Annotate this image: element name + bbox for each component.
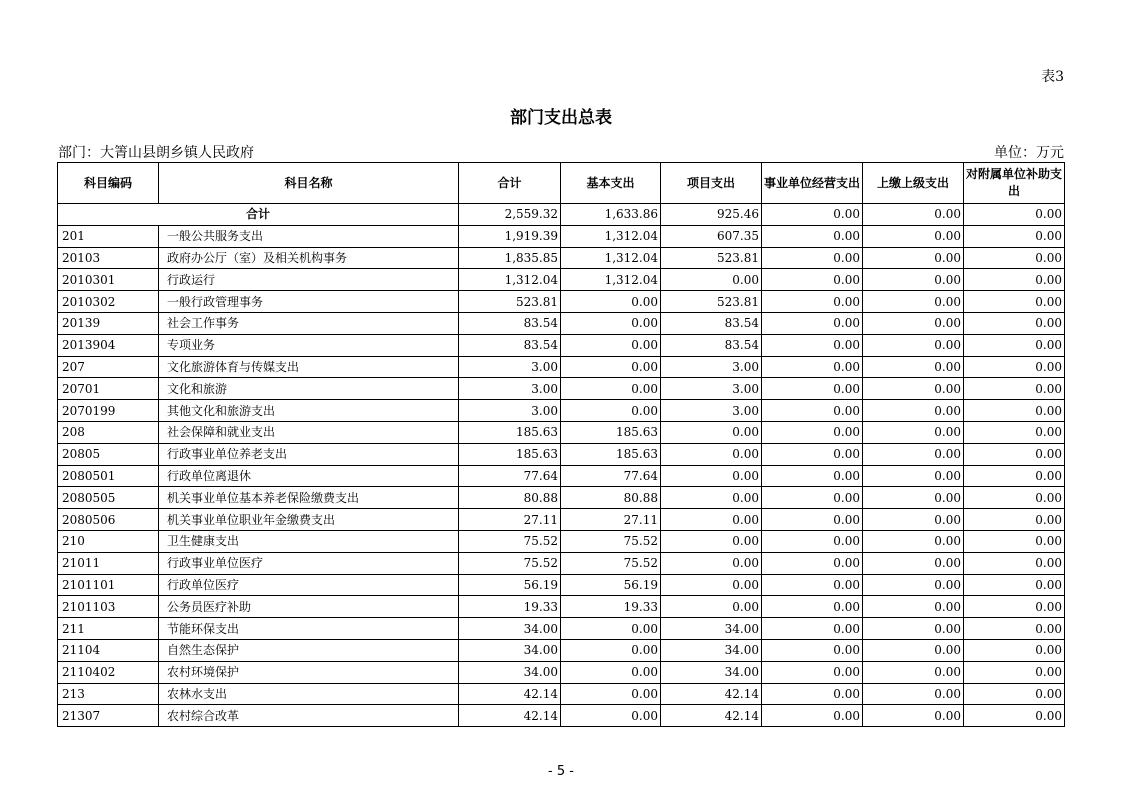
cell-basic: 1,312.04	[561, 247, 661, 269]
cell-basic: 0.00	[561, 378, 661, 400]
cell-basic: 77.64	[561, 465, 661, 487]
cell-total: 77.64	[459, 465, 561, 487]
cell-code: 201	[58, 225, 159, 247]
cell-name: 社会保障和就业支出	[159, 421, 459, 443]
cell-total: 185.63	[459, 443, 561, 465]
cell-project: 0.00	[661, 596, 762, 618]
table-row	[58, 683, 1065, 705]
cell-business: 0.00	[762, 683, 863, 705]
cell-basic: 0.00	[561, 356, 661, 378]
cell-upper: 0.00	[863, 356, 964, 378]
cell-code: 21011	[58, 552, 159, 574]
cell-total: 27.11	[459, 509, 561, 531]
cell-project: 523.81	[661, 291, 762, 313]
cell-project: 0.00	[661, 443, 762, 465]
header-basic: 基本支出	[561, 163, 661, 204]
table-row	[58, 443, 1065, 465]
cell-subsidy: 0.00	[964, 705, 1065, 727]
cell-basic: 27.11	[561, 509, 661, 531]
cell-business: 0.00	[762, 225, 863, 247]
expenditure-table	[57, 162, 1065, 727]
cell-upper: 0.00	[863, 378, 964, 400]
cell-upper: 0.00	[863, 421, 964, 443]
cell-basic: 0.00	[561, 618, 661, 640]
table-row	[58, 312, 1065, 334]
cell-project: 3.00	[661, 378, 762, 400]
cell-upper: 0.00	[863, 269, 964, 291]
cell-total: 34.00	[459, 618, 561, 640]
cell-business: 0.00	[762, 618, 863, 640]
cell-subsidy: 0.00	[964, 618, 1065, 640]
cell-code: 21307	[58, 705, 159, 727]
cell-upper: 0.00	[863, 639, 964, 661]
cell-basic: 0.00	[561, 312, 661, 334]
cell-code: 2101103	[58, 596, 159, 618]
cell-code: 2080506	[58, 509, 159, 531]
cell-total: 75.52	[459, 552, 561, 574]
table-row	[58, 334, 1065, 356]
cell-subsidy: 0.00	[964, 683, 1065, 705]
cell-name: 行政单位医疗	[159, 574, 459, 596]
cell-name: 机关事业单位职业年金缴费支出	[159, 509, 459, 531]
cell-name: 行政单位离退休	[159, 465, 459, 487]
table-row	[58, 487, 1065, 509]
cell-code: 20701	[58, 378, 159, 400]
table-row	[58, 291, 1065, 313]
cell-project: 0.00	[661, 487, 762, 509]
cell-basic: 0.00	[561, 291, 661, 313]
cell-total: 83.54	[459, 334, 561, 356]
cell-name: 一般行政管理事务	[159, 291, 459, 313]
cell-name: 文化旅游体育与传媒支出	[159, 356, 459, 378]
header-code: 科目编码	[58, 163, 159, 204]
table-number-tag: 表3	[1041, 69, 1064, 85]
cell-project: 0.00	[661, 269, 762, 291]
cell-basic: 0.00	[561, 683, 661, 705]
cell-total: 3.00	[459, 400, 561, 422]
cell-subsidy: 0.00	[964, 225, 1065, 247]
cell-project: 523.81	[661, 247, 762, 269]
cell-code: 20139	[58, 312, 159, 334]
cell-subsidy: 0.00	[964, 204, 1065, 226]
cell-total: 3.00	[459, 378, 561, 400]
cell-upper: 0.00	[863, 552, 964, 574]
cell-business: 0.00	[762, 639, 863, 661]
header-total: 合计	[459, 163, 561, 204]
cell-total: 34.00	[459, 639, 561, 661]
department-label: 部门：大箐山县朗乡镇人民政府	[58, 145, 254, 161]
cell-upper: 0.00	[863, 705, 964, 727]
cell-name: 机关事业单位基本养老保险缴费支出	[159, 487, 459, 509]
cell-subsidy: 0.00	[964, 661, 1065, 683]
cell-business: 0.00	[762, 400, 863, 422]
cell-name: 文化和旅游	[159, 378, 459, 400]
table-row	[58, 378, 1065, 400]
cell-subsidy: 0.00	[964, 312, 1065, 334]
cell-name: 农村环境保护	[159, 661, 459, 683]
cell-name: 农村综合改革	[159, 705, 459, 727]
cell-business: 0.00	[762, 356, 863, 378]
cell-basic: 0.00	[561, 639, 661, 661]
table-row	[58, 421, 1065, 443]
cell-code: 2110402	[58, 661, 159, 683]
cell-basic: 185.63	[561, 421, 661, 443]
page-title: 部门支出总表	[510, 108, 612, 128]
table-row	[58, 400, 1065, 422]
cell-basic: 80.88	[561, 487, 661, 509]
total-row	[58, 204, 1065, 226]
cell-total: 1,919.39	[459, 225, 561, 247]
header-subsidy: 对附属单位补助支出	[964, 163, 1065, 204]
cell-upper: 0.00	[863, 661, 964, 683]
cell-upper: 0.00	[863, 225, 964, 247]
cell-total: 523.81	[459, 291, 561, 313]
cell-code: 2013904	[58, 334, 159, 356]
cell-total: 42.14	[459, 705, 561, 727]
cell-upper: 0.00	[863, 247, 964, 269]
cell-code: 207	[58, 356, 159, 378]
cell-name: 行政事业单位养老支出	[159, 443, 459, 465]
cell-total: 83.54	[459, 312, 561, 334]
cell-upper: 0.00	[863, 487, 964, 509]
cell-upper: 0.00	[863, 443, 964, 465]
cell-code: 21104	[58, 639, 159, 661]
cell-basic: 1,633.86	[561, 204, 661, 226]
cell-business: 0.00	[762, 705, 863, 727]
cell-total: 80.88	[459, 487, 561, 509]
cell-name: 社会工作事务	[159, 312, 459, 334]
cell-business: 0.00	[762, 291, 863, 313]
header-business: 事业单位经营支出	[762, 163, 863, 204]
cell-subsidy: 0.00	[964, 530, 1065, 552]
table-row	[58, 639, 1065, 661]
table-row	[58, 618, 1065, 640]
cell-subsidy: 0.00	[964, 639, 1065, 661]
table-row	[58, 269, 1065, 291]
cell-business: 0.00	[762, 509, 863, 531]
cell-upper: 0.00	[863, 618, 964, 640]
cell-basic: 1,312.04	[561, 225, 661, 247]
cell-upper: 0.00	[863, 465, 964, 487]
cell-upper: 0.00	[863, 204, 964, 226]
cell-project: 925.46	[661, 204, 762, 226]
cell-project: 3.00	[661, 356, 762, 378]
cell-name: 自然生态保护	[159, 639, 459, 661]
cell-name: 公务员医疗补助	[159, 596, 459, 618]
page-number: - 5 -	[548, 764, 574, 779]
cell-upper: 0.00	[863, 334, 964, 356]
cell-total: 19.33	[459, 596, 561, 618]
table-row	[58, 465, 1065, 487]
cell-project: 0.00	[661, 530, 762, 552]
cell-upper: 0.00	[863, 400, 964, 422]
cell-name: 行政运行	[159, 269, 459, 291]
cell-basic: 0.00	[561, 705, 661, 727]
total-row-label: 合计	[58, 204, 459, 226]
cell-upper: 0.00	[863, 683, 964, 705]
cell-subsidy: 0.00	[964, 465, 1065, 487]
cell-total: 1,835.85	[459, 247, 561, 269]
cell-project: 0.00	[661, 509, 762, 531]
cell-project: 3.00	[661, 400, 762, 422]
cell-subsidy: 0.00	[964, 334, 1065, 356]
table-row	[58, 247, 1065, 269]
cell-business: 0.00	[762, 204, 863, 226]
unit-label: 单位：万元	[994, 145, 1064, 161]
cell-code: 2101101	[58, 574, 159, 596]
cell-code: 2070199	[58, 400, 159, 422]
table-row	[58, 552, 1065, 574]
cell-basic: 75.52	[561, 530, 661, 552]
cell-project: 34.00	[661, 661, 762, 683]
cell-subsidy: 0.00	[964, 356, 1065, 378]
cell-business: 0.00	[762, 269, 863, 291]
table-meta-row	[58, 142, 1064, 160]
cell-business: 0.00	[762, 312, 863, 334]
cell-basic: 19.33	[561, 596, 661, 618]
cell-name: 行政事业单位医疗	[159, 552, 459, 574]
cell-project: 83.54	[661, 334, 762, 356]
cell-name: 卫生健康支出	[159, 530, 459, 552]
table-row	[58, 530, 1065, 552]
cell-business: 0.00	[762, 661, 863, 683]
cell-upper: 0.00	[863, 574, 964, 596]
cell-basic: 56.19	[561, 574, 661, 596]
cell-subsidy: 0.00	[964, 378, 1065, 400]
cell-business: 0.00	[762, 247, 863, 269]
cell-basic: 1,312.04	[561, 269, 661, 291]
cell-code: 208	[58, 421, 159, 443]
cell-project: 0.00	[661, 421, 762, 443]
table-row	[58, 356, 1065, 378]
cell-basic: 75.52	[561, 552, 661, 574]
cell-subsidy: 0.00	[964, 421, 1065, 443]
cell-total: 56.19	[459, 574, 561, 596]
cell-name: 政府办公厅（室）及相关机构事务	[159, 247, 459, 269]
cell-code: 2010301	[58, 269, 159, 291]
cell-subsidy: 0.00	[964, 596, 1065, 618]
cell-name: 专项业务	[159, 334, 459, 356]
cell-subsidy: 0.00	[964, 291, 1065, 313]
header-name: 科目名称	[159, 163, 459, 204]
table-row	[58, 225, 1065, 247]
cell-code: 20103	[58, 247, 159, 269]
cell-total: 1,312.04	[459, 269, 561, 291]
cell-total: 3.00	[459, 356, 561, 378]
cell-total: 34.00	[459, 661, 561, 683]
cell-project: 0.00	[661, 574, 762, 596]
cell-basic: 185.63	[561, 443, 661, 465]
cell-basic: 0.00	[561, 334, 661, 356]
cell-project: 83.54	[661, 312, 762, 334]
cell-subsidy: 0.00	[964, 443, 1065, 465]
cell-business: 0.00	[762, 378, 863, 400]
cell-business: 0.00	[762, 334, 863, 356]
cell-project: 42.14	[661, 683, 762, 705]
cell-name: 节能环保支出	[159, 618, 459, 640]
table-row	[58, 596, 1065, 618]
cell-project: 34.00	[661, 618, 762, 640]
cell-upper: 0.00	[863, 509, 964, 531]
cell-project: 0.00	[661, 465, 762, 487]
cell-total: 75.52	[459, 530, 561, 552]
header-project: 项目支出	[661, 163, 762, 204]
cell-project: 42.14	[661, 705, 762, 727]
cell-subsidy: 0.00	[964, 574, 1065, 596]
cell-upper: 0.00	[863, 530, 964, 552]
cell-code: 2010302	[58, 291, 159, 313]
table-row	[58, 661, 1065, 683]
cell-subsidy: 0.00	[964, 400, 1065, 422]
cell-name: 农林水支出	[159, 683, 459, 705]
cell-business: 0.00	[762, 574, 863, 596]
cell-upper: 0.00	[863, 291, 964, 313]
cell-subsidy: 0.00	[964, 552, 1065, 574]
cell-total: 42.14	[459, 683, 561, 705]
cell-subsidy: 0.00	[964, 247, 1065, 269]
cell-basic: 0.00	[561, 661, 661, 683]
cell-subsidy: 0.00	[964, 509, 1065, 531]
cell-subsidy: 0.00	[964, 269, 1065, 291]
cell-subsidy: 0.00	[964, 487, 1065, 509]
table-row	[58, 509, 1065, 531]
cell-upper: 0.00	[863, 312, 964, 334]
cell-business: 0.00	[762, 596, 863, 618]
cell-basic: 0.00	[561, 400, 661, 422]
cell-upper: 0.00	[863, 596, 964, 618]
cell-code: 210	[58, 530, 159, 552]
cell-business: 0.00	[762, 552, 863, 574]
cell-project: 607.35	[661, 225, 762, 247]
cell-total: 2,559.32	[459, 204, 561, 226]
header-upper: 上缴上级支出	[863, 163, 964, 204]
cell-name: 其他文化和旅游支出	[159, 400, 459, 422]
cell-name: 一般公共服务支出	[159, 225, 459, 247]
cell-business: 0.00	[762, 487, 863, 509]
cell-business: 0.00	[762, 530, 863, 552]
table-row	[58, 705, 1065, 727]
cell-code: 20805	[58, 443, 159, 465]
table-row	[58, 574, 1065, 596]
cell-business: 0.00	[762, 421, 863, 443]
cell-business: 0.00	[762, 443, 863, 465]
cell-code: 2080501	[58, 465, 159, 487]
table-header-row	[58, 163, 1065, 204]
cell-business: 0.00	[762, 465, 863, 487]
cell-total: 185.63	[459, 421, 561, 443]
cell-project: 0.00	[661, 552, 762, 574]
cell-project: 34.00	[661, 639, 762, 661]
cell-code: 2080505	[58, 487, 159, 509]
cell-code: 213	[58, 683, 159, 705]
cell-code: 211	[58, 618, 159, 640]
